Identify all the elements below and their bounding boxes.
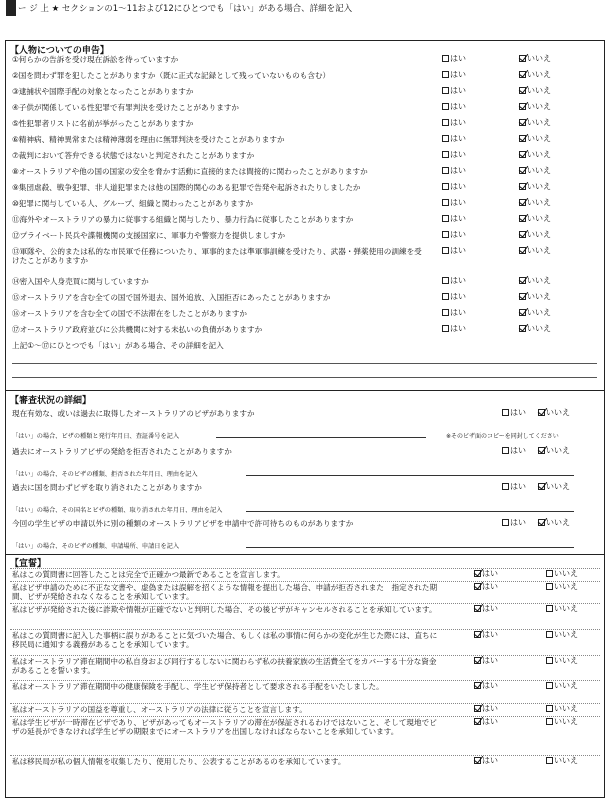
question-row (12, 167, 368, 176)
section-title-personal: 【人物についての申告】 (10, 46, 109, 56)
yes-label: はい (510, 518, 526, 527)
no-checkbox[interactable] (519, 231, 526, 238)
yes-label: はい (450, 118, 466, 127)
answer-yes (442, 134, 466, 144)
answer-yes (442, 102, 466, 112)
no-checkbox[interactable] (519, 183, 526, 190)
personal-declaration-section (5, 40, 605, 391)
answer-no (546, 656, 578, 666)
yes-checkbox[interactable] (502, 409, 509, 416)
answer-yes (442, 324, 466, 334)
no-checkbox[interactable] (546, 705, 553, 712)
yes-checkbox[interactable] (442, 309, 449, 316)
answer-yes (442, 230, 466, 240)
visa-detail-instruction (12, 469, 198, 478)
no-checkbox[interactable] (519, 119, 526, 126)
question-text: ⑦裁判において答弁できる状態ではないと判定されたことがありますか (12, 151, 255, 160)
pledge-row (12, 682, 440, 691)
question-text: ⑤性犯罪者リストに名前が挙がったことがありますか (12, 119, 194, 128)
no-checkbox[interactable] (519, 71, 526, 78)
yes-label: はい (482, 656, 498, 665)
no-label: いいえ (527, 182, 551, 191)
no-label: いいえ (527, 198, 551, 207)
answer-yes (442, 214, 466, 224)
answer-no (519, 198, 551, 208)
answer-yes (502, 482, 526, 492)
answer-no (519, 134, 551, 144)
yes-checkbox[interactable] (442, 167, 449, 174)
yes-label: はい (450, 324, 466, 333)
pledge-text: 私はオーストラリア滞在期間中の健康保険を手配し、学生ビザ保持者として要求される手配をいたしました。 (12, 682, 384, 691)
no-label: いいえ (546, 482, 570, 491)
question-row (12, 231, 285, 240)
answer-no (519, 276, 551, 286)
no-label: いいえ (527, 150, 551, 159)
no-label: いいえ (554, 604, 578, 613)
answer-no (538, 482, 570, 492)
answer-no (519, 118, 551, 128)
pledge-row (12, 705, 440, 714)
yes-checkbox[interactable] (442, 183, 449, 190)
answer-yes (442, 276, 466, 286)
answer-yes (474, 756, 498, 766)
yes-label: はい (510, 446, 526, 455)
no-checkbox[interactable] (519, 55, 526, 62)
answer-no (546, 582, 578, 592)
question-row (12, 151, 254, 160)
question-text: ⑮オーストラリアを含む全ての国で国外退去、国外追放、入国拒否にあったことがありますか (12, 293, 331, 302)
pledge-row (12, 605, 440, 614)
visa-detail-input[interactable] (246, 547, 574, 548)
question-text: ⑯オーストラリアを含む全ての国で不法滞在をしたことがありますか (12, 309, 248, 318)
no-label: いいえ (527, 276, 551, 285)
detail-line (12, 377, 597, 378)
no-label: いいえ (527, 246, 551, 255)
pledge-text: 私は学生ビザが一時滞在ビザであり、ビザがあってもオーストラリアの滞在が保証されるわけではないこと、そして現地でビザの延長ができなければ学生ビザの期限までにオーストラリアを出国しなければならないことを承知しています。 (12, 718, 437, 737)
top-instruction: ー ジ 上 ★ セクションの1～11および12にひとつでも「はい」がある場合、詳細を記入 (18, 4, 353, 14)
pledge-section (5, 554, 605, 798)
no-label: いいえ (554, 756, 578, 765)
answer-yes (442, 118, 466, 128)
no-label: いいえ (546, 446, 570, 455)
question-text: ⑪海外やオーストラリアの暴力に従事する組織と関与したり、暴力行為に従事したことがありますか (12, 215, 354, 224)
question-row (12, 103, 239, 112)
no-checkbox[interactable] (546, 631, 553, 638)
yes-checkbox[interactable] (442, 247, 449, 254)
answer-yes (502, 446, 526, 456)
no-checkbox[interactable] (538, 519, 545, 526)
question-row (12, 309, 247, 318)
no-label: いいえ (527, 118, 551, 127)
detail-line (12, 363, 597, 364)
answer-yes (442, 86, 466, 96)
yes-checkbox[interactable] (442, 231, 449, 238)
answer-yes (502, 408, 526, 418)
no-label: いいえ (527, 214, 551, 223)
answer-no (519, 70, 551, 80)
pledge-row (12, 718, 440, 736)
yes-checkbox[interactable] (442, 55, 449, 62)
top-instruction-strip (6, 0, 606, 20)
yes-label: はい (510, 482, 526, 491)
question-text: ⑨集団虐殺、戦争犯罪、非人道犯罪または他の国際的関心のある犯罪で告発や起訴されたりしましたか (12, 183, 361, 192)
yes-checkbox[interactable] (442, 71, 449, 78)
yes-checkbox[interactable] (474, 682, 481, 689)
answer-yes (502, 518, 526, 528)
question-row (12, 183, 361, 192)
no-label: いいえ (554, 582, 578, 591)
question-text: ⑫プライベート民兵や諜報機関の支援国家に、軍事力や警察力を提供しましすか (12, 231, 286, 240)
no-checkbox[interactable] (546, 657, 553, 664)
answer-no (519, 86, 551, 96)
answer-no (538, 408, 570, 418)
answer-yes (442, 150, 466, 160)
visa-detail-instruction (12, 505, 222, 514)
visa-question (12, 519, 353, 528)
yes-label: はい (482, 604, 498, 613)
answer-yes (474, 681, 498, 691)
visa-question-text: 現在有効な、或いは過去に取得したオーストラリアのビザがありますか (12, 409, 255, 418)
no-label: いいえ (527, 54, 551, 63)
pledge-text: 私はこの質問書に回答したことは完全で正確かつ最新であることを宣言します。 (12, 570, 285, 579)
answer-no (519, 102, 551, 112)
no-checkbox[interactable] (546, 605, 553, 612)
row-divider (10, 703, 600, 704)
no-label: いいえ (554, 656, 578, 665)
answer-yes (442, 166, 466, 176)
visa-question-text: 過去に国を問わずビザを取り消されたことがありますか (12, 483, 202, 492)
question-text: ②国を問わず罪を犯したことがありますか（既に正式な記録として残っていないものも含む） (12, 71, 331, 80)
yes-checkbox[interactable] (474, 570, 481, 577)
yes-checkbox[interactable] (474, 705, 481, 712)
yes-label: はい (450, 54, 466, 63)
yes-checkbox[interactable] (442, 325, 449, 332)
yes-checkbox[interactable] (442, 135, 449, 142)
question-row (12, 199, 253, 208)
yes-label: はい (450, 214, 466, 223)
pledge-text: 私はビザが発給された後に詐欺や情報が正確でないと判明した場合、その後ビザがキャンセルされることを承知しています。 (12, 605, 437, 614)
question-text: ⑭密入国や人身売買に関与していますか (12, 277, 149, 286)
yes-label: はい (450, 246, 466, 255)
no-checkbox[interactable] (519, 309, 526, 316)
answer-no (519, 214, 551, 224)
visa-detail-text: 「はい」の場合、そのビザの種類、申請場所、申請日を記入 (12, 543, 180, 550)
visa-question (12, 447, 232, 456)
visa-detail-input[interactable] (246, 511, 574, 512)
no-checkbox[interactable] (546, 583, 553, 590)
answer-no (519, 166, 551, 176)
visa-question (12, 409, 255, 418)
detail-instruction (12, 341, 224, 350)
row-divider (10, 629, 600, 630)
question-row (12, 119, 193, 128)
no-label: いいえ (527, 324, 551, 333)
yes-checkbox[interactable] (474, 657, 481, 664)
pledge-text: 私はビザ申請のために不正な文書や、虚偽または誤解を招くような情報を提出した場合、申請が拒否されまた 指定された期間、ビザが発給されなくなることを承知しています。 (12, 583, 438, 602)
yes-label: はい (450, 292, 466, 301)
yes-label: はい (450, 150, 466, 159)
answer-yes (442, 182, 466, 192)
question-text: ⑰オーストラリア政府並びに公共機関に対する未払いの負債がありますか (12, 325, 263, 334)
yes-label: はい (450, 134, 466, 143)
no-checkbox[interactable] (546, 570, 553, 577)
section-title-visa-history: 【審査状況の詳細】 (10, 396, 92, 406)
yes-checkbox[interactable] (442, 277, 449, 284)
visa-question-text: 過去にオーストラリアビザの発給を拒否されたことがありますか (12, 447, 232, 456)
no-label: いいえ (554, 704, 578, 713)
question-text: ⑩犯罪に関与している人、グループ、組織と関わったことがありますか (12, 199, 253, 208)
question-row (12, 215, 353, 224)
pledge-text: 私はオーストラリアの国益を尊重し、オーストラリアの法律に従うことを宣言します。 (12, 705, 307, 714)
no-checkbox[interactable] (519, 293, 526, 300)
answer-no (546, 704, 578, 714)
pledge-text: 私はこの質問書に記入した事柄に誤りがあることに気づいた場合、もしくは私の事情に何らかの変化が生じた際には、直ちに移民局に通知する義務があることを承知しています。 (12, 631, 438, 650)
pledge-text: 私はオーストラリア滞在期間中の私自身および同行するしないに関わらず私の扶養家族の生活費全てをカバーする十分な資金があることを誓います。 (12, 657, 437, 676)
row-divider (10, 716, 600, 717)
answer-yes (474, 630, 498, 640)
answer-no (519, 150, 551, 160)
yes-checkbox[interactable] (442, 293, 449, 300)
yes-label: はい (482, 704, 498, 713)
pledge-row (12, 570, 440, 579)
no-label: いいえ (527, 230, 551, 239)
answer-yes (442, 54, 466, 64)
yes-label: はい (482, 717, 498, 726)
yes-checkbox[interactable] (442, 119, 449, 126)
no-checkbox[interactable] (546, 757, 553, 764)
question-row (12, 247, 422, 265)
yes-checkbox[interactable] (474, 757, 481, 764)
yes-checkbox[interactable] (474, 605, 481, 612)
visa-history-section (5, 390, 605, 555)
answer-no (546, 604, 578, 614)
no-checkbox[interactable] (519, 325, 526, 332)
no-label: いいえ (527, 166, 551, 175)
no-label: いいえ (527, 86, 551, 95)
answer-yes (442, 198, 466, 208)
answer-no (546, 630, 578, 640)
question-text: ①何らかの告訴を受け現在訴訟を待っていますか (12, 55, 179, 64)
question-text: ⑥精神病、精神異常または精神薄弱を理由に無罪判決を受けたことがありますか (12, 135, 285, 144)
answer-yes (442, 246, 466, 256)
pledge-row (12, 583, 440, 601)
yes-label: はい (482, 569, 498, 578)
answer-no (546, 756, 578, 766)
answer-yes (442, 70, 466, 80)
detail-instruction-text: 上記①～⑰にひとつでも「はい」がある場合、その詳細を記入 (12, 341, 224, 350)
yes-label: はい (482, 630, 498, 639)
no-label: いいえ (546, 408, 570, 417)
visa-detail-text: 「はい」の場合、その国名とビザの種類、取り消された年月日、理由を記入 (12, 507, 223, 514)
answer-no (519, 246, 551, 256)
answer-no (538, 446, 570, 456)
question-row (12, 87, 193, 96)
yes-label: はい (450, 198, 466, 207)
visa-detail-instruction (12, 431, 179, 440)
yes-checkbox[interactable] (502, 519, 509, 526)
no-checkbox[interactable] (519, 215, 526, 222)
section-title-pledge: 【宣誓】 (10, 559, 47, 569)
visa-detail-input[interactable] (246, 475, 574, 476)
answer-no (519, 230, 551, 240)
question-row (12, 293, 330, 302)
visa-detail-input[interactable] (216, 437, 426, 438)
question-text: ④子供が関係している性犯罪で有罪判決を受けたことがありますか (12, 103, 240, 112)
visa-detail-text: 「はい」の場合、そのビザの種類、拒否された年月日、理由を記入 (12, 471, 198, 478)
answer-no (519, 308, 551, 318)
yes-checkbox[interactable] (474, 583, 481, 590)
no-checkbox[interactable] (519, 103, 526, 110)
yes-label: はい (450, 102, 466, 111)
no-checkbox[interactable] (538, 409, 545, 416)
answer-no (519, 182, 551, 192)
row-divider (10, 755, 600, 756)
yes-label: はい (450, 308, 466, 317)
no-label: いいえ (527, 292, 551, 301)
yes-checkbox[interactable] (474, 718, 481, 725)
answer-yes (442, 292, 466, 302)
corner-mark (6, 0, 16, 16)
yes-label: はい (450, 182, 466, 191)
visa-detail-instruction (12, 541, 179, 550)
question-text: ⑬軍隊や、公的または私的な市民軍で任務についたり、軍事的または準軍事訓練を受けたり、武器・弾薬使用の訓練を受けたことがありますか (12, 247, 422, 266)
pledge-row (12, 631, 440, 649)
yes-label: はい (482, 681, 498, 690)
yes-label: はい (482, 756, 498, 765)
question-row (12, 71, 330, 80)
row-divider (10, 568, 600, 569)
no-checkbox[interactable] (546, 718, 553, 725)
no-checkbox[interactable] (519, 151, 526, 158)
pledge-text: 私は移民局が私の個人情報を収集したり、使用したり、公表することがあるのを承知しています。 (12, 757, 346, 766)
no-label: いいえ (527, 102, 551, 111)
no-label: いいえ (554, 569, 578, 578)
no-label: いいえ (527, 70, 551, 79)
pledge-row (12, 657, 440, 675)
yes-label: はい (450, 230, 466, 239)
yes-label: はい (450, 70, 466, 79)
answer-no (546, 717, 578, 727)
no-label: いいえ (554, 630, 578, 639)
answer-yes (474, 656, 498, 666)
no-checkbox[interactable] (519, 167, 526, 174)
row-divider (10, 603, 600, 604)
row-divider (10, 680, 600, 681)
row-divider (10, 581, 600, 582)
yes-checkbox[interactable] (442, 215, 449, 222)
question-row (12, 277, 149, 286)
answer-yes (474, 717, 498, 727)
yes-label: はい (450, 166, 466, 175)
row-divider (10, 655, 600, 656)
no-checkbox[interactable] (538, 447, 545, 454)
no-label: いいえ (546, 518, 570, 527)
no-checkbox[interactable] (519, 277, 526, 284)
yes-checkbox[interactable] (502, 447, 509, 454)
question-text: ③逮捕状や国際手配の対象となったことがありますか (12, 87, 194, 96)
yes-label: はい (450, 276, 466, 285)
visa-question-text: 今回の学生ビザの申請以外に別の種類のオーストラリアビザを申請中で許可待ちのものがありますか (12, 519, 354, 528)
no-label: いいえ (554, 681, 578, 690)
answer-no (519, 54, 551, 64)
answer-yes (442, 308, 466, 318)
answer-yes (474, 704, 498, 714)
yes-checkbox[interactable] (442, 87, 449, 94)
no-checkbox[interactable] (519, 135, 526, 142)
answer-no (546, 569, 578, 579)
yes-label: はい (510, 408, 526, 417)
no-checkbox[interactable] (519, 247, 526, 254)
yes-label: はい (482, 582, 498, 591)
question-row (12, 325, 262, 334)
answer-yes (474, 569, 498, 579)
no-label: いいえ (554, 717, 578, 726)
question-row (12, 55, 178, 64)
yes-checkbox[interactable] (474, 631, 481, 638)
question-text: ⑧オーストラリアや他の国の国家の安全を脅かす活動に直接的または間接的に関わったことがありますか (12, 167, 368, 176)
visa-question (12, 483, 202, 492)
no-checkbox[interactable] (519, 199, 526, 206)
answer-no (519, 292, 551, 302)
no-label: いいえ (527, 308, 551, 317)
no-label: いいえ (527, 134, 551, 143)
no-checkbox[interactable] (519, 87, 526, 94)
answer-no (538, 518, 570, 528)
yes-checkbox[interactable] (442, 151, 449, 158)
question-row (12, 135, 285, 144)
answer-yes (474, 604, 498, 614)
no-checkbox[interactable] (538, 483, 545, 490)
yes-checkbox[interactable] (502, 483, 509, 490)
no-checkbox[interactable] (546, 682, 553, 689)
answer-yes (474, 582, 498, 592)
pledge-row (12, 757, 440, 766)
answer-no (546, 681, 578, 691)
yes-checkbox[interactable] (442, 103, 449, 110)
yes-label: はい (450, 86, 466, 95)
answer-no (519, 324, 551, 334)
visa-note: ※そのビザ面のコピーを同封してください (446, 433, 559, 440)
yes-checkbox[interactable] (442, 199, 449, 206)
visa-detail-text: 「はい」の場合、ビザの種類と発行年月日、査証番号を記入 (12, 433, 180, 440)
